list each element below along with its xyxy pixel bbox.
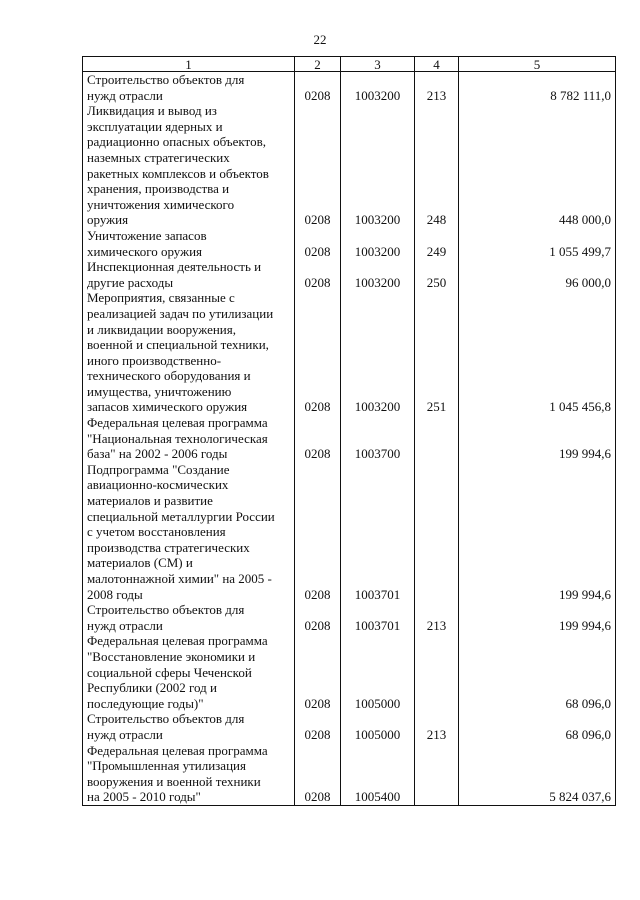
amount-cell: 5 824 037,6 xyxy=(459,743,616,806)
table-row xyxy=(83,72,616,104)
row-name-line: реализацией задач по утилизации xyxy=(87,305,274,321)
expense-kind-cell: 249 xyxy=(415,228,459,259)
amount-cell: 1 055 499,7 xyxy=(459,228,616,259)
article-code-cell: 1005000 xyxy=(341,633,415,711)
row-name-line: и ликвидации вооружения, xyxy=(87,321,236,337)
row-name-cell xyxy=(83,72,295,104)
amount-cell: 68 096,0 xyxy=(459,633,616,711)
row-name-cell xyxy=(83,259,295,290)
chapter-code-cell: 0208 xyxy=(295,228,341,259)
row-name-line: Федеральная целевая программа xyxy=(87,415,268,431)
article-code-cell: 1003701 xyxy=(341,602,415,633)
row-name-line: химического оружия xyxy=(87,243,203,259)
amount-cell: 199 994,6 xyxy=(459,602,616,633)
expense-kind-cell: 250 xyxy=(415,259,459,290)
row-name-cell xyxy=(83,711,295,742)
expense-kind-cell xyxy=(415,415,459,462)
row-name-line: иного производственно- xyxy=(87,352,222,368)
chapter-code-cell: 0208 xyxy=(295,743,341,806)
amount-cell: 199 994,6 xyxy=(459,415,616,462)
article-code-cell: 1003700 xyxy=(341,415,415,462)
table-row xyxy=(83,743,616,806)
row-name-line: производства стратегических xyxy=(87,539,250,555)
row-name-line: Мероприятия, связанные с xyxy=(87,290,235,306)
row-name-line: последующие годы)" xyxy=(87,695,204,711)
table-row xyxy=(83,462,616,602)
amount-cell: 1 045 456,8 xyxy=(459,290,616,415)
row-name-line: Строительство объектов для xyxy=(87,602,245,618)
row-name-line: Строительство объектов для xyxy=(87,72,245,87)
row-name-line: Подпрограмма "Создание xyxy=(87,461,230,477)
row-name-line: Строительство объектов для xyxy=(87,711,245,727)
column-header-3: 3 xyxy=(341,57,415,72)
row-name-cell xyxy=(83,462,295,602)
row-name-line: нужд отрасли xyxy=(87,617,163,633)
row-name-line: с учетом восстановления xyxy=(87,524,226,540)
row-name-line: вооружения и военной техники xyxy=(87,773,261,789)
row-name-line: военной и специальной техники, xyxy=(87,337,269,353)
row-name-line: технического оборудования и xyxy=(87,368,251,384)
expense-kind-cell: 213 xyxy=(415,72,459,104)
column-number-row xyxy=(83,57,616,72)
row-name-line: нужд отрасли xyxy=(87,726,163,742)
row-name-line: Республики (2002 год и xyxy=(87,680,217,696)
article-code-cell: 1003701 xyxy=(341,462,415,602)
chapter-code-cell: 0208 xyxy=(295,290,341,415)
row-name-line: "Промышленная утилизация xyxy=(87,758,246,774)
chapter-code-cell: 0208 xyxy=(295,415,341,462)
amount-cell: 199 994,6 xyxy=(459,462,616,602)
amount-cell: 448 000,0 xyxy=(459,103,616,228)
expense-kind-cell: 213 xyxy=(415,711,459,742)
page-number: 22 xyxy=(313,32,327,47)
table-row xyxy=(83,415,616,462)
table-row xyxy=(83,228,616,259)
row-name-line: Инспекционная деятельность и xyxy=(87,259,262,275)
table-row xyxy=(83,602,616,633)
amount-cell: 8 782 111,0 xyxy=(459,72,616,104)
expense-kind-cell xyxy=(415,462,459,602)
expense-kind-cell xyxy=(415,743,459,806)
row-name-line: эксплуатации ядерных и xyxy=(87,118,223,134)
article-code-cell: 1005000 xyxy=(341,711,415,742)
row-name-line: материалов и развитие xyxy=(87,493,213,509)
article-code-cell: 1005400 xyxy=(341,743,415,806)
article-code-cell: 1003200 xyxy=(341,228,415,259)
chapter-code-cell: 0208 xyxy=(295,602,341,633)
amount-cell: 96 000,0 xyxy=(459,259,616,290)
column-header-2: 2 xyxy=(295,57,341,72)
row-name-line: ракетных комплексов и объектов xyxy=(87,165,269,181)
row-name-line: хранения, производства и xyxy=(87,181,230,197)
row-name-line: 2008 годы xyxy=(87,586,143,602)
chapter-code-cell: 0208 xyxy=(295,462,341,602)
chapter-code-cell: 0208 xyxy=(295,72,341,104)
amount-cell: 68 096,0 xyxy=(459,711,616,742)
row-name-line: авиационно-космических xyxy=(87,477,229,493)
row-name-line: наземных стратегических xyxy=(87,149,230,165)
row-name-cell xyxy=(83,228,295,259)
row-name-cell xyxy=(83,415,295,462)
column-header-5: 5 xyxy=(459,57,616,72)
expense-kind-cell: 213 xyxy=(415,602,459,633)
expense-kind-cell: 248 xyxy=(415,103,459,228)
budget-table xyxy=(82,56,616,806)
row-name-line: оружия xyxy=(87,212,129,228)
article-code-cell: 1003200 xyxy=(341,72,415,104)
row-name-line: запасов химического оружия xyxy=(87,399,248,415)
column-header-4: 4 xyxy=(415,57,459,72)
row-name-cell xyxy=(83,103,295,228)
row-name-cell xyxy=(83,633,295,711)
row-name-line: Уничтожение запасов xyxy=(87,227,207,243)
table-row xyxy=(83,711,616,742)
column-header-1: 1 xyxy=(83,57,295,72)
chapter-code-cell: 0208 xyxy=(295,103,341,228)
table-row xyxy=(83,633,616,711)
table-row xyxy=(83,103,616,228)
row-name-line: материалов (СМ) и xyxy=(87,555,193,571)
row-name-line: Ликвидация и вывод из xyxy=(87,103,217,119)
row-name-line: Федеральная целевая программа xyxy=(87,633,268,649)
row-name-line: другие расходы xyxy=(87,274,174,290)
chapter-code-cell: 0208 xyxy=(295,259,341,290)
row-name-line: уничтожения химического xyxy=(87,196,235,212)
chapter-code-cell: 0208 xyxy=(295,633,341,711)
row-name-cell xyxy=(83,743,295,806)
row-name-cell xyxy=(83,290,295,415)
row-name-line: социальной сферы Чеченской xyxy=(87,664,252,680)
article-code-cell: 1003200 xyxy=(341,103,415,228)
row-name-line: имущества, уничтожению xyxy=(87,383,232,399)
row-name-line: Федеральная целевая программа xyxy=(87,742,268,758)
expense-kind-cell: 251 xyxy=(415,290,459,415)
article-code-cell: 1003200 xyxy=(341,259,415,290)
table-row xyxy=(83,259,616,290)
row-name-cell xyxy=(83,602,295,633)
row-name-line: радиационно опасных объектов, xyxy=(87,134,266,150)
chapter-code-cell: 0208 xyxy=(295,711,341,742)
row-name-line: на 2005 - 2010 годы" xyxy=(87,789,201,805)
row-name-line: специальной металлургии России xyxy=(87,508,275,524)
row-name-line: база" на 2002 - 2006 годы xyxy=(87,446,228,462)
table-body xyxy=(83,72,616,806)
expense-kind-cell xyxy=(415,633,459,711)
row-name-line: малотоннажной химии" на 2005 - xyxy=(87,571,272,586)
row-name-line: "Восстановление экономики и xyxy=(87,648,256,664)
table-row xyxy=(83,290,616,415)
row-name-line: "Национальная технологическая xyxy=(87,430,268,446)
row-name-line: нужд отрасли xyxy=(87,87,163,103)
article-code-cell: 1003200 xyxy=(341,290,415,415)
